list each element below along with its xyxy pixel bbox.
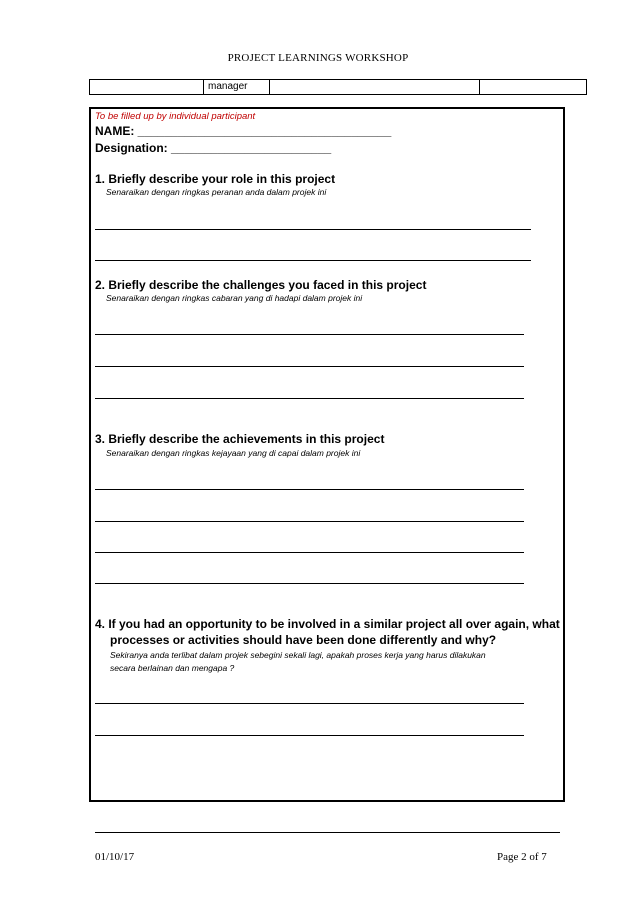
question-1-subtitle: Senaraikan dengan ringkas peranan anda dalam projek ini bbox=[106, 187, 327, 197]
question-3-subtitle: Senaraikan dengan ringkas kejayaan yang di capai dalam projek ini bbox=[106, 448, 361, 458]
answer-line[interactable] bbox=[95, 703, 524, 704]
answer-line[interactable] bbox=[95, 398, 524, 399]
answer-line[interactable] bbox=[95, 735, 524, 736]
document-title: PROJECT LEARNINGS WORKSHOP bbox=[227, 52, 409, 64]
answer-line[interactable] bbox=[95, 489, 524, 490]
answer-line[interactable] bbox=[95, 229, 531, 230]
question-4-title-line1: 4. If you had an opportunity to be involved in a similar project all over again, what bbox=[95, 617, 560, 631]
header-info-table bbox=[89, 79, 587, 95]
form-instruction: To be filled up by individual participant bbox=[95, 111, 256, 122]
header-cell-1 bbox=[90, 80, 204, 95]
answer-line[interactable] bbox=[95, 334, 524, 335]
answer-line[interactable] bbox=[95, 521, 524, 522]
answer-line[interactable] bbox=[95, 583, 524, 584]
footer-divider bbox=[95, 832, 560, 833]
header-cell-role: manager bbox=[204, 80, 270, 95]
question-1-title: 1. Briefly describe your role in this project bbox=[95, 172, 336, 186]
footer-page-number: Page 2 of 7 bbox=[497, 851, 547, 863]
question-4-subtitle-line2: secara berlainan dan mengapa ? bbox=[110, 663, 235, 673]
answer-line[interactable] bbox=[95, 260, 531, 261]
question-4-title-line2: processes or activities should have been done differently and why? bbox=[110, 633, 497, 647]
question-2-subtitle: Senaraikan dengan ringkas cabaran yang di hadapi dalam projek ini bbox=[106, 293, 363, 303]
question-3-title: 3. Briefly describe the achievements in this project bbox=[95, 432, 385, 446]
answer-line[interactable] bbox=[95, 366, 524, 367]
header-cell-3 bbox=[270, 80, 480, 95]
designation-field[interactable]: Designation: ________________________ bbox=[95, 141, 332, 155]
name-field[interactable]: NAME: ______________________________________ bbox=[95, 124, 392, 138]
footer-date: 01/10/17 bbox=[95, 851, 135, 863]
header-cell-4 bbox=[480, 80, 587, 95]
question-4-subtitle-line1: Sekiranya anda terlibat dalam projek sebegini sekali lagi, apakah proses kerja yang harus dilakukan bbox=[110, 650, 486, 660]
answer-line[interactable] bbox=[95, 552, 524, 553]
question-2-title: 2. Briefly describe the challenges you faced in this project bbox=[95, 278, 427, 292]
